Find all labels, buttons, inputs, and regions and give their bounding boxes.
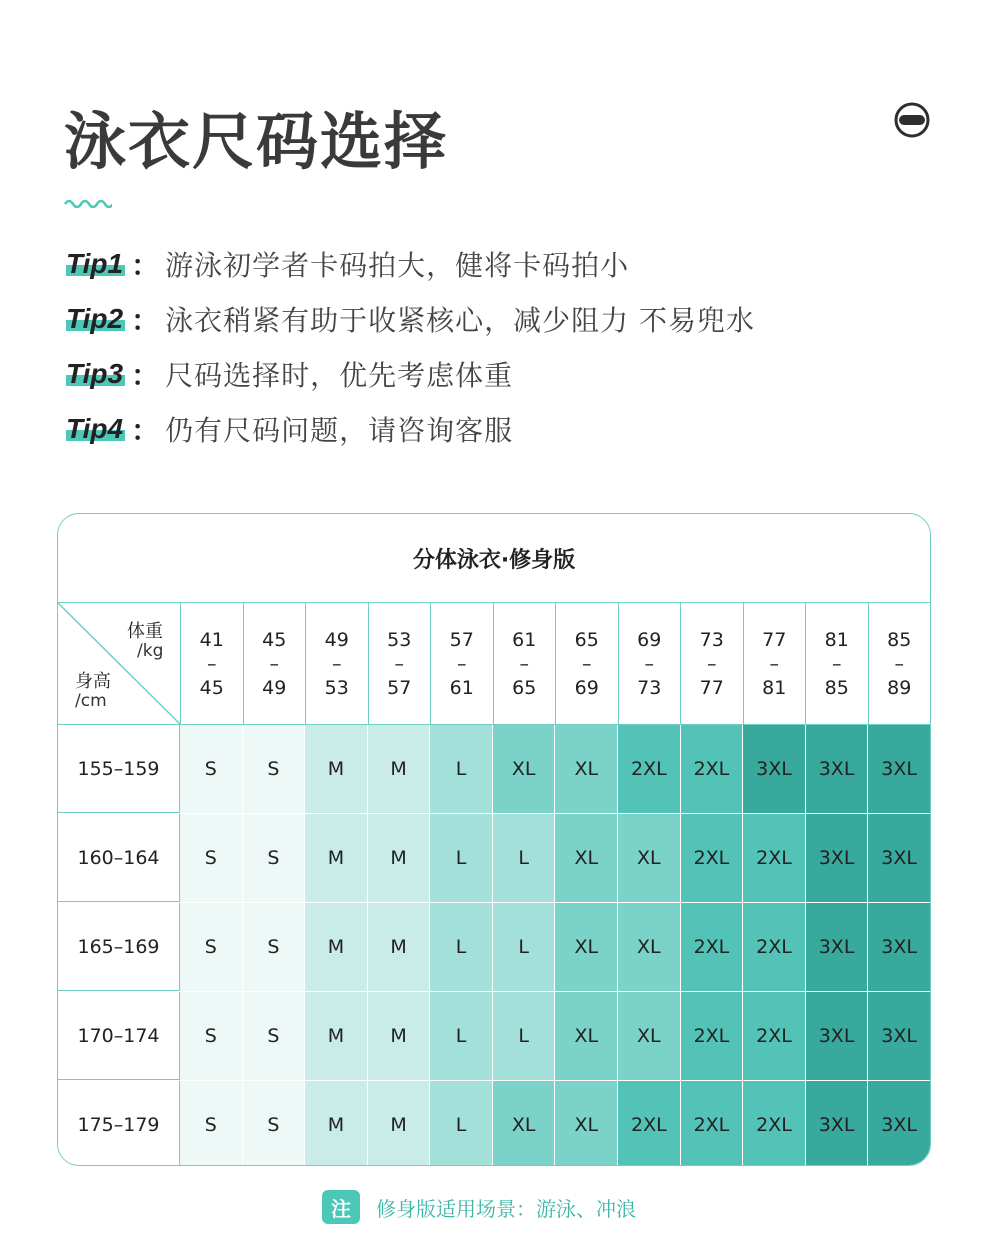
size-cell: XL xyxy=(555,992,618,1080)
weight-range-to: 85 xyxy=(824,676,849,699)
size-cell: XL xyxy=(555,725,618,813)
weight-range-header xyxy=(431,603,494,724)
weight-range-sep: – xyxy=(269,652,279,675)
size-cell: S xyxy=(180,992,243,1080)
tip-label: Tip1 xyxy=(66,247,124,279)
tip-text: 游泳初学者卡码拍大，健将卡码拍小 xyxy=(165,248,630,282)
note xyxy=(322,1190,636,1224)
weight-range-header xyxy=(181,603,244,724)
size-cell: 3XL xyxy=(806,903,869,991)
weight-range-sep: – xyxy=(394,652,404,675)
size-cell: L xyxy=(493,992,556,1080)
table-title: 分体泳衣·修身版 xyxy=(58,514,930,603)
weight-range-to: 77 xyxy=(699,676,724,699)
size-cell: XL xyxy=(555,903,618,991)
tip-text: 泳衣稍紧有助于收紧核心，减少阻力 不易兜水 xyxy=(165,303,755,337)
weight-range-header xyxy=(306,603,369,724)
height-range-label: 160–164 xyxy=(58,814,180,902)
weight-range-from: 85 xyxy=(887,628,912,651)
size-cell: 2XL xyxy=(681,1081,744,1166)
weight-range-sep: – xyxy=(894,652,904,675)
weight-range-from: 77 xyxy=(762,628,787,651)
tip-item xyxy=(66,291,755,346)
note-text: 修身版适用场景：游泳、冲浪 xyxy=(376,1196,636,1221)
size-cell: M xyxy=(368,903,431,991)
size-cell: L xyxy=(430,992,493,1080)
weight-range-sep: – xyxy=(832,652,842,675)
tip-text: 尺码选择时，优先考虑体重 xyxy=(165,358,514,392)
weight-range-sep: – xyxy=(582,652,592,675)
weight-range-sep: – xyxy=(332,652,342,675)
size-cell: L xyxy=(430,1081,493,1166)
page-title: 泳衣尺码选择 xyxy=(64,105,449,178)
height-unit: /cm xyxy=(75,691,107,711)
weight-range-to: 89 xyxy=(887,676,912,699)
weight-range-from: 49 xyxy=(324,628,349,651)
weight-range-from: 45 xyxy=(262,628,287,651)
size-cell: 3XL xyxy=(868,903,930,991)
table-row xyxy=(58,992,930,1081)
weight-range-to: 57 xyxy=(387,676,412,699)
size-cell: M xyxy=(368,1081,431,1166)
weight-range-from: 73 xyxy=(699,628,724,651)
size-table xyxy=(57,513,931,1166)
tip-label: Tip3 xyxy=(66,357,124,389)
size-cell: 3XL xyxy=(806,725,869,813)
size-cell: 2XL xyxy=(681,725,744,813)
weight-range-to: 61 xyxy=(449,676,474,699)
size-cell: 2XL xyxy=(618,1081,681,1166)
weight-range-from: 61 xyxy=(512,628,537,651)
tip-colon: ： xyxy=(131,358,160,392)
weight-range-header xyxy=(369,603,432,724)
weight-range-header xyxy=(806,603,869,724)
weight-range-header xyxy=(869,603,931,724)
size-cell: S xyxy=(243,1081,306,1166)
weight-range-sep: – xyxy=(457,652,467,675)
size-cell: L xyxy=(493,814,556,902)
weight-range-from: 69 xyxy=(637,628,662,651)
size-cell: 2XL xyxy=(743,1081,806,1166)
weight-range-to: 45 xyxy=(199,676,224,699)
size-cell: L xyxy=(430,725,493,813)
weight-range-header xyxy=(619,603,682,724)
size-cell: 2XL xyxy=(618,725,681,813)
goggles-icon xyxy=(893,101,931,139)
tip-label: Tip2 xyxy=(66,302,124,334)
tip-text: 仍有尺码问题，请咨询客服 xyxy=(165,413,514,447)
weight-range-from: 65 xyxy=(574,628,599,651)
height-range-label: 175–179 xyxy=(58,1081,180,1166)
size-cell: S xyxy=(243,814,306,902)
size-cell: S xyxy=(180,814,243,902)
size-cell: 2XL xyxy=(743,992,806,1080)
weight-range-sep: – xyxy=(519,652,529,675)
size-cell: 2XL xyxy=(681,903,744,991)
size-cell: M xyxy=(305,903,368,991)
tips-list xyxy=(66,236,755,456)
weight-range-to: 65 xyxy=(512,676,537,699)
note-badge: 注 xyxy=(322,1190,360,1224)
weight-range-sep: – xyxy=(707,652,717,675)
weight-range-from: 57 xyxy=(449,628,474,651)
size-cell: S xyxy=(243,725,306,813)
size-cell: M xyxy=(305,725,368,813)
size-cell: L xyxy=(493,903,556,991)
weight-range-from: 53 xyxy=(387,628,412,651)
size-cell: 3XL xyxy=(806,1081,869,1166)
tip-item xyxy=(66,346,755,401)
weight-label: 体重 xyxy=(127,621,163,642)
size-cell: M xyxy=(305,1081,368,1166)
wave-icon xyxy=(64,196,112,208)
size-cell: 3XL xyxy=(868,725,930,813)
size-cell: XL xyxy=(493,725,556,813)
weight-range-header xyxy=(681,603,744,724)
size-cell: L xyxy=(430,814,493,902)
size-cell: 3XL xyxy=(806,814,869,902)
size-cell: M xyxy=(305,992,368,1080)
size-cell: S xyxy=(243,992,306,1080)
table-row xyxy=(58,903,930,992)
weight-range-header xyxy=(244,603,307,724)
weight-range-to: 69 xyxy=(574,676,599,699)
height-label: 身高 xyxy=(75,671,111,692)
size-cell: XL xyxy=(493,1081,556,1166)
size-cell: M xyxy=(368,814,431,902)
size-grid xyxy=(58,603,930,1166)
size-cell: S xyxy=(180,903,243,991)
weight-range-from: 41 xyxy=(199,628,224,651)
size-cell: M xyxy=(305,814,368,902)
size-cell: S xyxy=(180,1081,243,1166)
tip-item xyxy=(66,236,755,291)
height-range-label: 165–169 xyxy=(58,903,180,991)
tip-colon: ： xyxy=(131,303,160,337)
weight-range-sep: – xyxy=(769,652,779,675)
size-cell: 2XL xyxy=(743,903,806,991)
size-cell: L xyxy=(430,903,493,991)
table-row xyxy=(58,725,930,814)
table-body xyxy=(58,725,930,1166)
header-row xyxy=(58,603,930,725)
size-cell: 2XL xyxy=(743,814,806,902)
weight-range-to: 53 xyxy=(324,676,349,699)
weight-range-header xyxy=(744,603,807,724)
weight-range-to: 81 xyxy=(762,676,787,699)
size-cell: XL xyxy=(618,814,681,902)
tip-label: Tip4 xyxy=(66,412,124,444)
weight-range-from: 81 xyxy=(824,628,849,651)
weight-range-header xyxy=(494,603,557,724)
weight-range-header xyxy=(556,603,619,724)
table-row xyxy=(58,814,930,903)
size-cell: 2XL xyxy=(681,814,744,902)
size-cell: M xyxy=(368,992,431,1080)
size-cell: S xyxy=(243,903,306,991)
size-cell: 3XL xyxy=(868,992,930,1080)
weight-range-sep: – xyxy=(644,652,654,675)
size-cell: 2XL xyxy=(681,992,744,1080)
weight-unit: /kg xyxy=(137,641,164,661)
size-cell: 3XL xyxy=(868,1081,930,1166)
size-cell: M xyxy=(368,725,431,813)
weight-range-sep: – xyxy=(207,652,217,675)
weight-range-to: 73 xyxy=(637,676,662,699)
weight-range-to: 49 xyxy=(262,676,287,699)
size-cell: S xyxy=(180,725,243,813)
height-range-label: 155–159 xyxy=(58,725,180,813)
size-cell: XL xyxy=(618,903,681,991)
table-row xyxy=(58,1081,930,1166)
size-cell: 3XL xyxy=(743,725,806,813)
tip-colon: ： xyxy=(131,248,160,282)
size-cell: 3XL xyxy=(868,814,930,902)
size-cell: 3XL xyxy=(806,992,869,1080)
corner-cell xyxy=(58,603,181,724)
height-range-label: 170–174 xyxy=(58,992,180,1080)
size-cell: XL xyxy=(555,1081,618,1166)
tip-item xyxy=(66,401,755,456)
size-cell: XL xyxy=(555,814,618,902)
size-cell: XL xyxy=(618,992,681,1080)
tip-colon: ： xyxy=(131,413,160,447)
